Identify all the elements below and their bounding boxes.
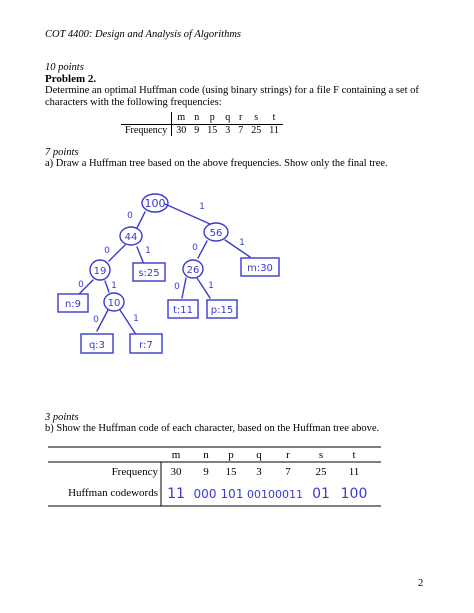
node-44-label: 44 <box>124 232 138 243</box>
edge-root-44 <box>137 212 145 228</box>
code-char-n: n <box>203 449 209 461</box>
leaf-label-s: s:25 <box>138 268 160 279</box>
edge-label-26-right: 1 <box>208 281 214 291</box>
edge-label-root-left: 0 <box>127 211 133 221</box>
frequency-row-label: Frequency <box>125 124 168 136</box>
problem-description: Determine an optimal Huffman code (using binary strings) for a file F containing a set of characters with the following frequencies: <box>45 85 419 108</box>
edge-19-10 <box>105 281 109 292</box>
code-freq-s: 25 <box>315 466 327 478</box>
code-word-p: 101 <box>220 487 244 501</box>
leaf-label-q: q:3 <box>88 340 106 351</box>
part-b-points: 3 points <box>45 412 79 423</box>
freq-value-t: 11 <box>269 124 279 136</box>
freq-char-t: t <box>265 112 283 124</box>
freq-value-q: 3 <box>225 124 231 136</box>
freq-char-m: m <box>172 112 191 124</box>
freq-value-s: 25 <box>251 124 262 136</box>
node-root-label: 100 <box>144 197 166 210</box>
code-word-t: 100 <box>340 486 368 502</box>
huffman-code-table <box>48 440 383 520</box>
code-freq-label: Frequency <box>111 466 158 478</box>
edge-label-19-left: 0 <box>78 280 84 290</box>
freq-value-n: 9 <box>194 124 200 136</box>
freq-char-p: p <box>203 112 221 124</box>
code-codeword-label: Huffman codewords <box>68 487 158 499</box>
node-56-label: 56 <box>209 228 223 239</box>
code-char-m: m <box>171 449 181 461</box>
frequency-table-value-row <box>121 124 283 136</box>
code-char-s: s <box>318 449 324 461</box>
code-word-q: 0010 <box>247 488 275 501</box>
frequency-table-header-row <box>121 112 283 124</box>
leaf-label-p: p:15 <box>210 305 234 316</box>
code-word-n: 000 <box>193 487 217 501</box>
freq-value-p: 15 <box>207 124 218 136</box>
code-freq-t: 11 <box>348 466 360 478</box>
leaf-label-t: t:11 <box>172 305 194 316</box>
frequency-table <box>121 112 283 136</box>
node-10-label: 10 <box>107 298 121 309</box>
freq-value-r: 7 <box>238 124 244 136</box>
code-freq-q: 3 <box>256 466 262 478</box>
part-b-question: b) Show the Huffman code of each character, based on the Huffman tree above. <box>45 423 380 434</box>
edge-label-26-left: 0 <box>174 282 180 292</box>
frequency-table-corner <box>121 112 172 124</box>
part-a-question: a) Draw a Huffman tree based on the above frequencies. Show only the final tree. <box>45 158 388 169</box>
edge-56-m <box>225 240 250 257</box>
code-char-q: q <box>256 449 262 461</box>
edge-label-56-left: 0 <box>192 243 198 253</box>
code-word-m: 11 <box>167 486 185 502</box>
leaf-label-m: m:30 <box>247 263 273 274</box>
course-header: COT 4400: Design and Analysis of Algorithms <box>45 29 242 40</box>
edge-label-56-right: 1 <box>239 238 245 248</box>
code-freq-m: 30 <box>170 466 182 478</box>
code-freq-r: 7 <box>285 466 291 478</box>
edge-label-root-right: 1 <box>199 202 205 212</box>
edge-44-s <box>137 247 143 262</box>
leaf-label-r: r:7 <box>139 340 153 351</box>
problem-title: Problem 2. <box>45 73 97 85</box>
freq-char-s: s <box>247 112 265 124</box>
freq-char-r: r <box>234 112 247 124</box>
edge-label-19-right: 1 <box>111 281 117 291</box>
freq-char-n: n <box>190 112 203 124</box>
part-a-points: 7 points <box>45 147 79 158</box>
code-char-t: t <box>352 449 356 461</box>
freq-value-m: 30 <box>172 124 191 136</box>
huffman-tree-drawing <box>45 185 295 365</box>
leaf-label-n: n:9 <box>64 299 82 310</box>
code-freq-n: 9 <box>203 466 209 478</box>
edge-44-19 <box>109 245 125 261</box>
edge-label-44-left: 0 <box>104 246 110 256</box>
edge-26-t <box>182 278 186 298</box>
edge-label-10-left: 0 <box>93 315 99 325</box>
edge-label-10-right: 1 <box>133 314 139 324</box>
page-number: 2 <box>418 578 424 589</box>
code-word-r: 0011 <box>275 488 303 501</box>
code-char-p: p <box>228 449 234 461</box>
problem-points: 10 points <box>45 62 84 73</box>
node-19-label: 19 <box>93 266 107 277</box>
code-freq-p: 15 <box>225 466 237 478</box>
code-char-r: r <box>286 449 290 461</box>
code-word-s: 01 <box>312 486 330 502</box>
edge-label-44-right: 1 <box>145 246 151 256</box>
freq-char-q: q <box>221 112 234 124</box>
edge-56-26 <box>198 241 207 258</box>
node-26-label: 26 <box>186 265 200 276</box>
